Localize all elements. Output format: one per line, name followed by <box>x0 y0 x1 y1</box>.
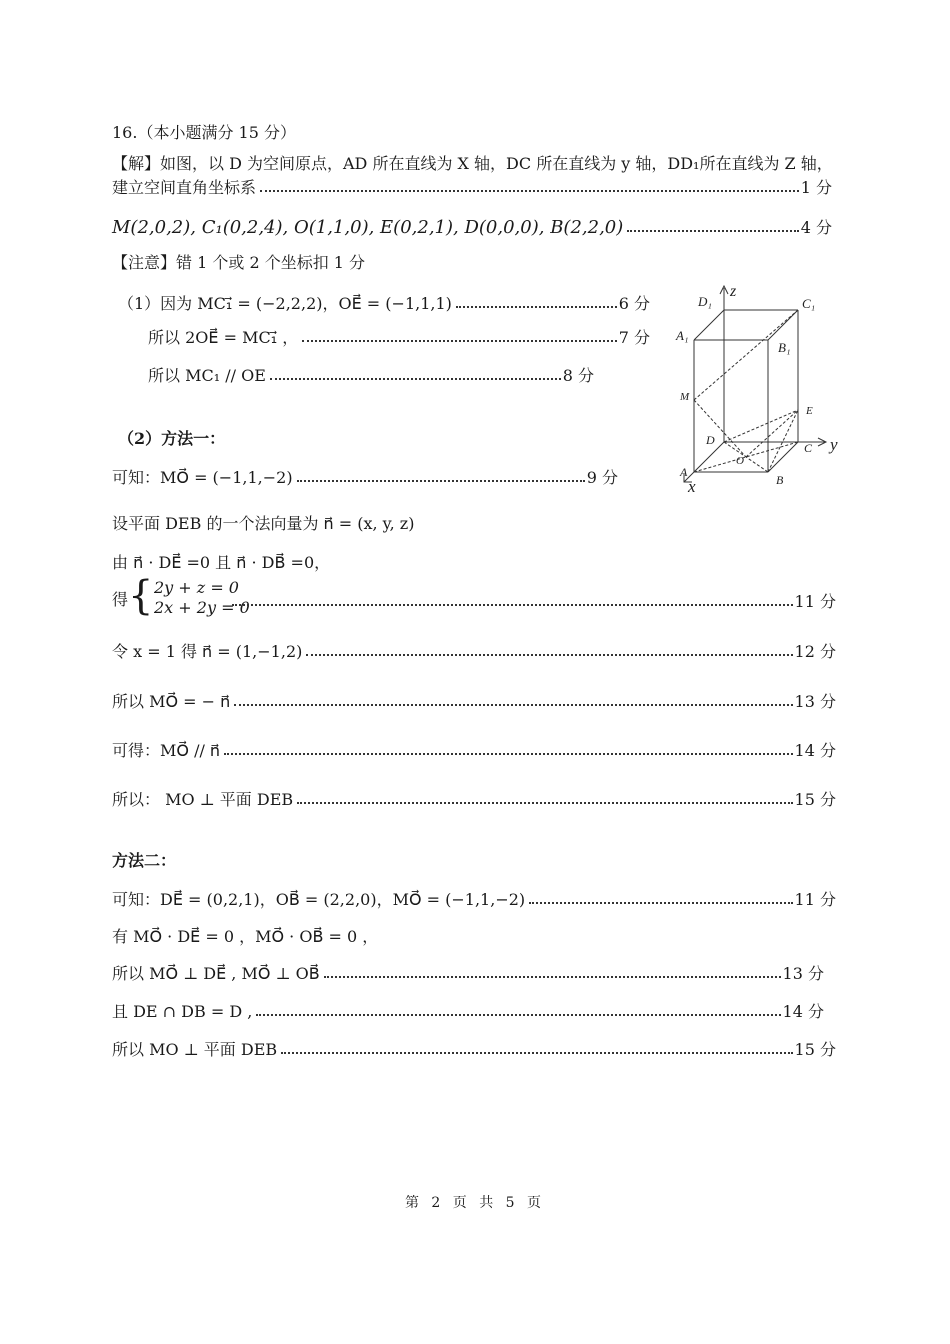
part1-row: 所以 2OE⃗ = MC₁⃗ ， 7 分 <box>148 328 650 347</box>
label-e: E <box>806 405 813 417</box>
method1-row: 可得：MO⃗ // n⃗ 14 分 <box>112 741 836 760</box>
page-footer: 第 2 页 共 5 页 <box>404 1195 546 1211</box>
label-c: C <box>804 441 813 455</box>
cuboid-figure <box>668 282 848 497</box>
normal-vector-setup: 设平面 DEB 的一个法向量为 n⃗ = (x, y, z) <box>112 514 415 533</box>
part2-title: （2）方法一： <box>118 429 226 448</box>
label-d: D <box>706 433 715 447</box>
method2-row: 且 DE ∩ DB = D , 14 分 <box>112 1002 824 1021</box>
method2-title: 方法二： <box>112 851 177 870</box>
solution-row: 建立空间直角坐标系 1 分 <box>112 178 832 197</box>
solution-intro: 【解】如图，以 D 为空间原点，AD 所在直线为 X 轴，DC 所在直线为 y 轴，DD₁所在直线为 Z 轴， <box>112 154 833 173</box>
equation-system: { 2y + z = 0 2x + 2y = 0 <box>128 573 250 619</box>
axis-x <box>684 442 724 482</box>
label-b: B <box>776 473 784 487</box>
grading-note: 【注意】错 1 个或 2 个坐标扣 1 分 <box>112 253 366 272</box>
system-prefix: 得 <box>112 590 129 609</box>
method1-row: 可知：MO⃗ = (−1,1,−2) 9 分 <box>112 468 618 487</box>
label-a: A <box>680 465 688 479</box>
label-y: y <box>830 435 838 454</box>
method2-row: 所以 MO ⊥ 平面 DEB 15 分 <box>112 1040 836 1059</box>
label-c1: C₁ <box>802 296 816 311</box>
label-o: O <box>736 455 744 467</box>
part1-row: （1）因为 MC₁⃗ = (−2,2,2)，OE⃗ = (−1,1,1) 6 分 <box>118 294 650 313</box>
label-m: M <box>680 391 690 403</box>
system-score-row: 11 分 <box>232 588 836 612</box>
segment-de <box>724 410 798 442</box>
part1-row: 所以 MC₁ // OE 8 分 <box>148 366 594 385</box>
method2-row: 可知：DE⃗ = (0,2,1)，OB⃗ = (2,2,0)，MO⃗ = (−1,1,−2) 11 分 <box>112 890 836 909</box>
method1-row: 所以 MO⃗ = − n⃗ 13 分 <box>112 692 836 711</box>
segment-mo <box>694 400 746 457</box>
label-a1: A₁ <box>676 328 689 343</box>
problem-heading: 16.（本小题满分 15 分） <box>112 123 296 142</box>
label-b1: B₁ <box>778 340 791 355</box>
coordinates-row: M(2,0,2), C₁(0,2,4), O(1,1,0), E(0,2,1), D(0,0,0), B(2,2,0) 4 分 <box>112 217 832 238</box>
method1-row: 令 x = 1 得 n⃗ = (1,−1,2) 12 分 <box>112 642 836 661</box>
method2-dot-products: 有 MO⃗ · DE⃗ = 0 ，MO⃗ · OB⃗ = 0 ， <box>112 927 379 946</box>
brace-icon: { <box>128 573 154 619</box>
normal-vector-condition: 由 n⃗ · DE⃗ =0 且 n⃗ · DB⃗ =0， <box>112 553 331 572</box>
method1-row: 所以： MO ⊥ 平面 DEB 15 分 <box>112 790 836 809</box>
label-z: z <box>730 283 737 300</box>
method2-row: 所以 MO⃗ ⊥ DE⃗ , MO⃗ ⊥ OB⃗ 13 分 <box>112 964 824 983</box>
label-x: x <box>688 477 696 496</box>
label-d1: D₁ <box>698 294 712 309</box>
edge-d1a1 <box>694 310 724 340</box>
segment-be <box>768 410 798 472</box>
segment-mc1 <box>694 310 798 400</box>
